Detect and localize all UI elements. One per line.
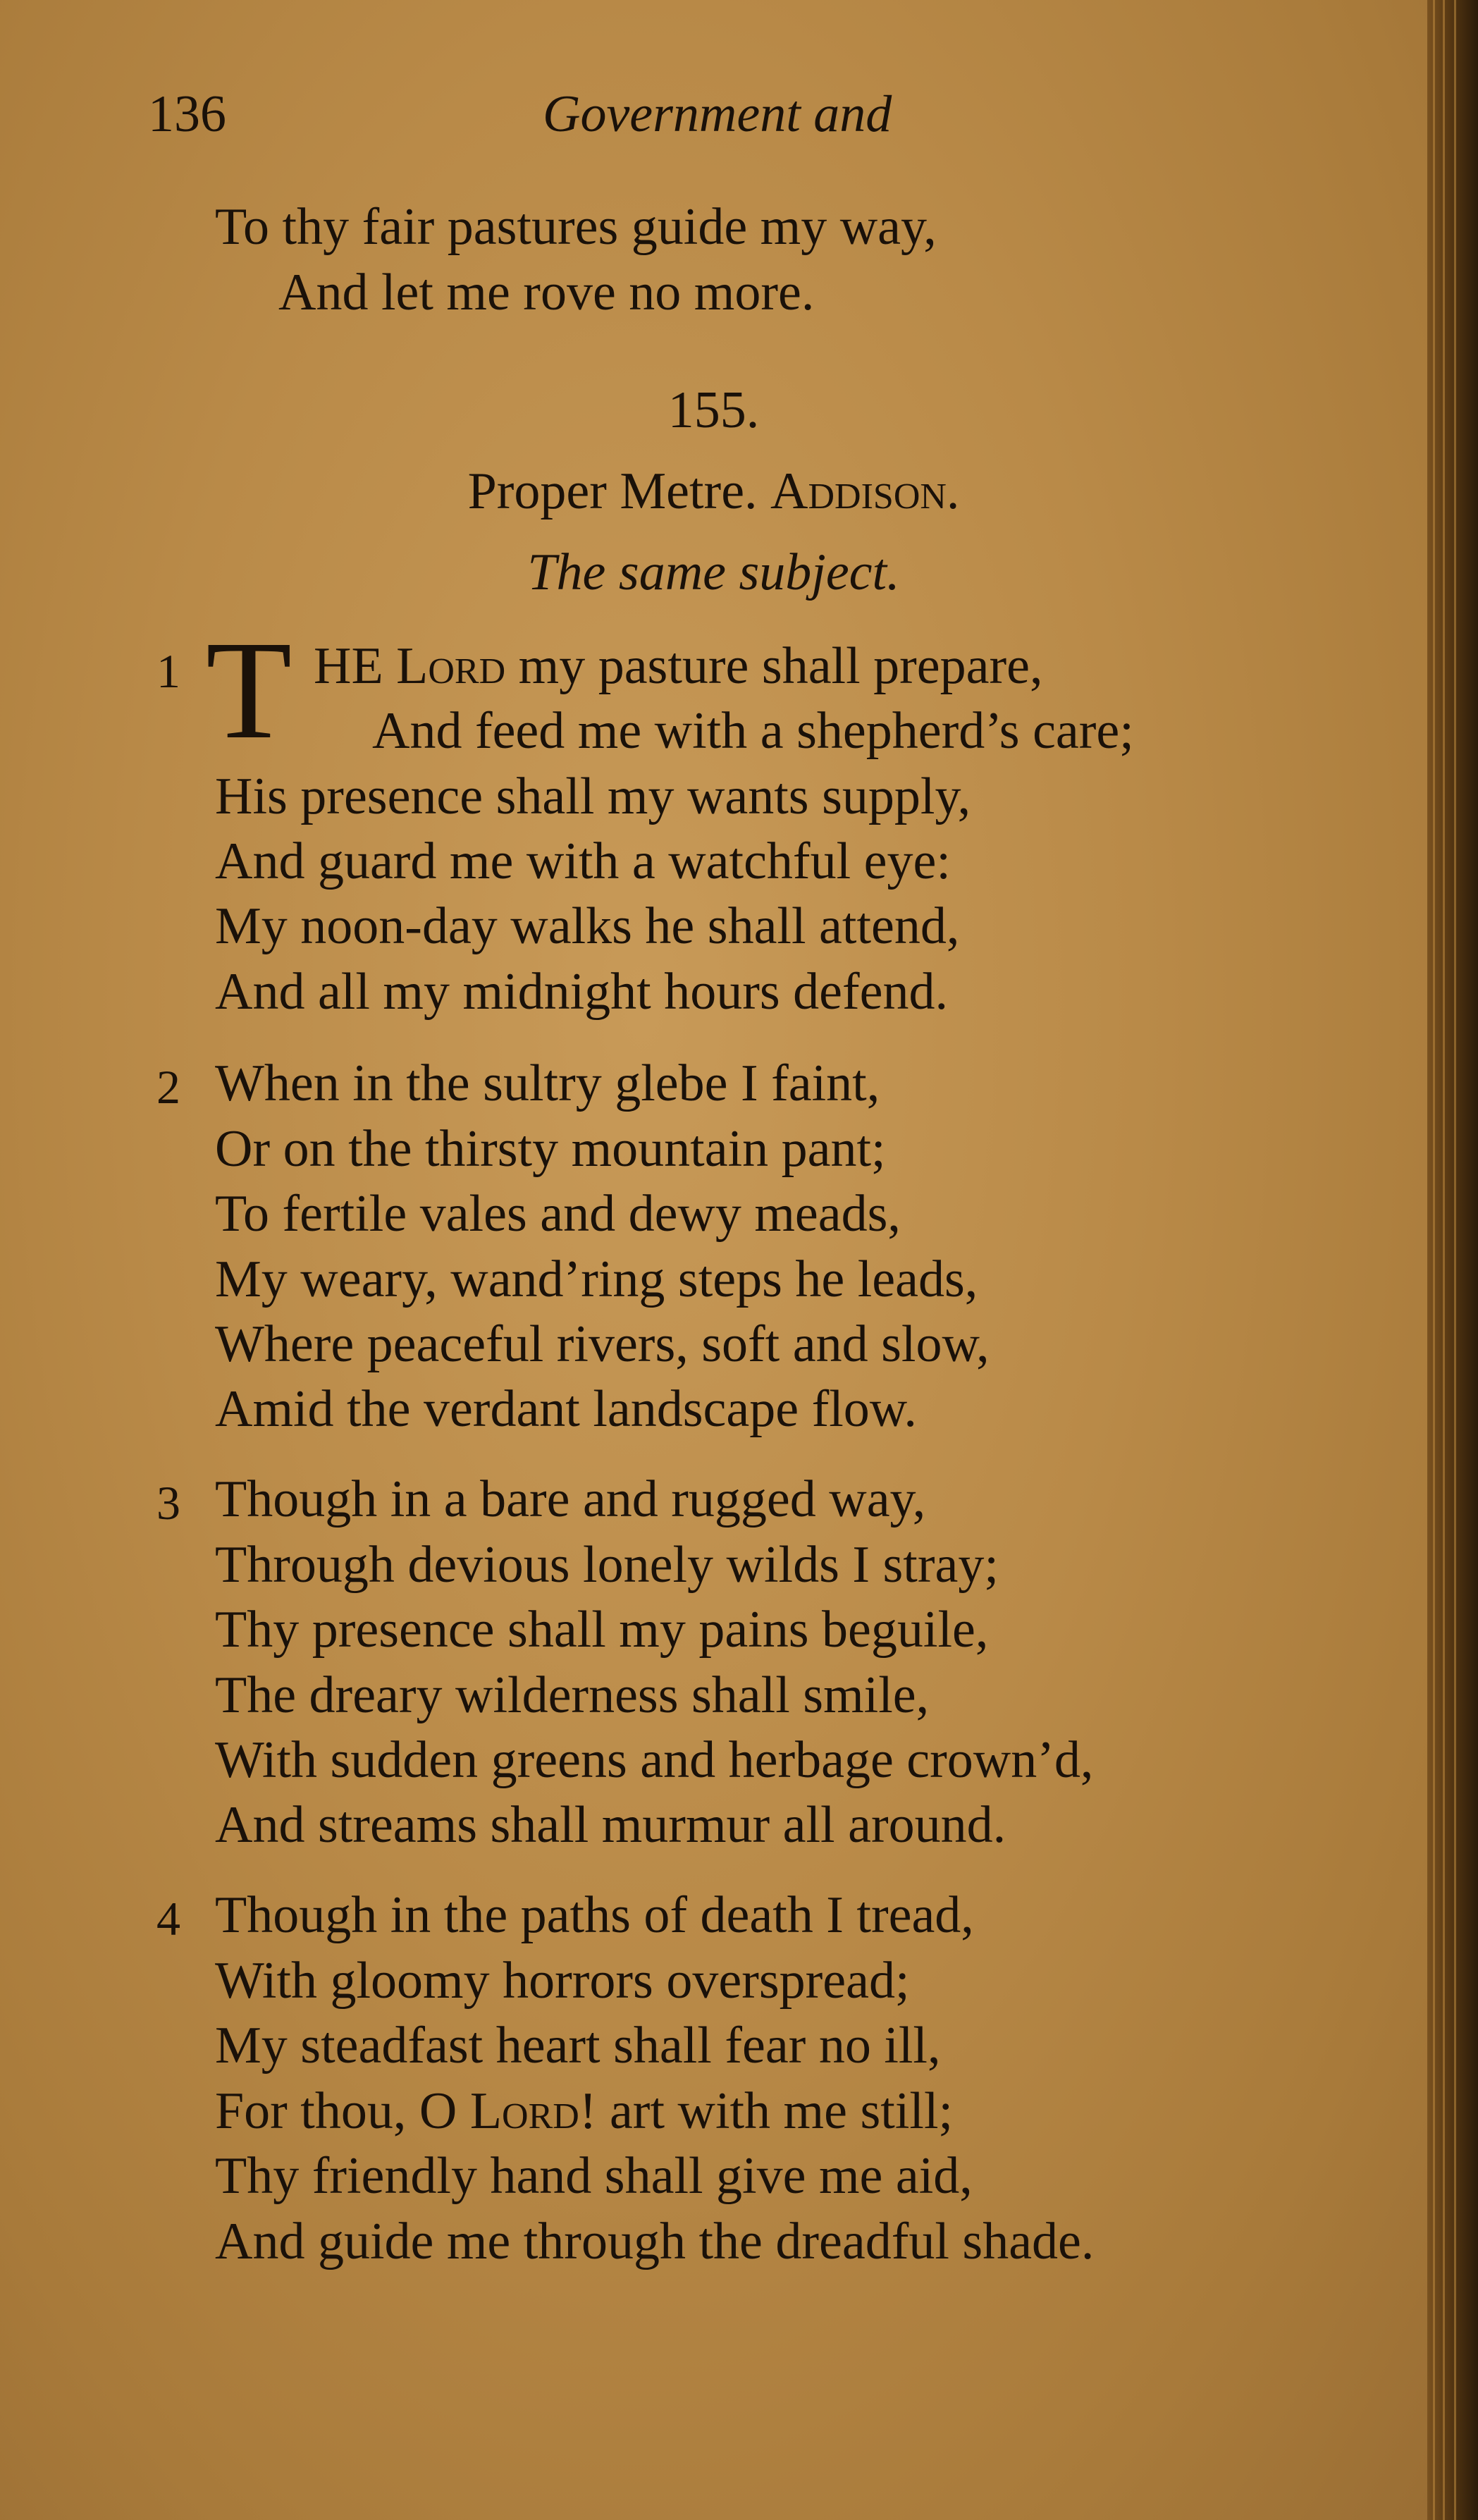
stanza-line: And streams shall murmur all around. bbox=[215, 1796, 1006, 1854]
stanza-line: And guard me with a watchful eye: bbox=[215, 832, 951, 890]
stanza-line: Through devious lonely wilds I stray; bbox=[215, 1536, 999, 1594]
hymn-subject: The same subject. bbox=[527, 543, 900, 601]
stanza-line: And all my midnight hours defend. bbox=[215, 963, 948, 1021]
running-title: Government and bbox=[543, 85, 892, 143]
page-edge-line bbox=[1433, 0, 1435, 2520]
stanza-line: Thy presence shall my pains beguile, bbox=[215, 1601, 989, 1659]
stanza-line: My weary, wand’ring steps he leads, bbox=[215, 1250, 978, 1308]
stanza-line: His presence shall my wants supply, bbox=[215, 768, 971, 825]
stanza-line: HE Lord my pasture shall prepare, bbox=[314, 637, 1043, 695]
stanza-line: With sudden greens and herbage crown’d, bbox=[215, 1731, 1094, 1789]
lord-small-caps: Lord bbox=[469, 2082, 579, 2140]
stanza-line: My noon-day walks he shall attend, bbox=[215, 897, 960, 955]
stanza-line: With gloomy horrors overspread; bbox=[215, 1952, 910, 2010]
page-edge-line bbox=[1443, 0, 1445, 2520]
stanza-line: Thy friendly hand shall give me aid, bbox=[215, 2147, 973, 2205]
hymn-metre-author bbox=[0, 462, 1427, 520]
page-number: 136 bbox=[148, 85, 226, 143]
lord-small-caps: Lord bbox=[396, 637, 506, 695]
stanza-line: Or on the thirsty mountain pant; bbox=[215, 1120, 886, 1178]
stanza-line: Though in the paths of death I tread, bbox=[215, 1886, 974, 1944]
hymn-author: Addison. bbox=[770, 462, 960, 520]
stanza-number: 4 bbox=[156, 1892, 180, 1946]
running-header bbox=[148, 85, 994, 148]
stanza-line: To fertile vales and dewy meads, bbox=[215, 1185, 901, 1243]
stanza-line: Where peaceful rivers, soft and slow, bbox=[215, 1315, 990, 1373]
stanza-line: When in the sultry glebe I faint, bbox=[215, 1055, 880, 1112]
stanza-line: And guide me through the dreadful shade. bbox=[215, 2213, 1095, 2270]
stanza-line: And feed me with a shepherd’s care; bbox=[372, 702, 1134, 760]
page-edge-line bbox=[1454, 0, 1456, 2520]
stanza-number: 3 bbox=[156, 1476, 180, 1530]
stanza-number: 2 bbox=[156, 1060, 180, 1114]
previous-hymn-line: To thy fair pastures guide my way, bbox=[215, 198, 937, 256]
stanza-line: For thou, O Lord! art with me still; bbox=[215, 2082, 954, 2140]
stanza-line: The dreary wilderness shall smile, bbox=[215, 1666, 930, 1724]
stanza-number: 1 bbox=[156, 644, 180, 698]
page-edge bbox=[1427, 0, 1478, 2520]
hymn-metre: Proper Metre. bbox=[467, 462, 758, 520]
stanza-line: Though in a bare and rugged way, bbox=[215, 1470, 926, 1528]
drop-cap: T bbox=[206, 613, 292, 768]
stanza-line: Amid the verdant landscape flow. bbox=[215, 1380, 917, 1438]
hymn-number: 155. bbox=[667, 381, 760, 439]
stanza-line: My steadfast heart shall fear no ill, bbox=[215, 2017, 941, 2075]
previous-hymn-line: And let me rove no more. bbox=[278, 264, 815, 321]
